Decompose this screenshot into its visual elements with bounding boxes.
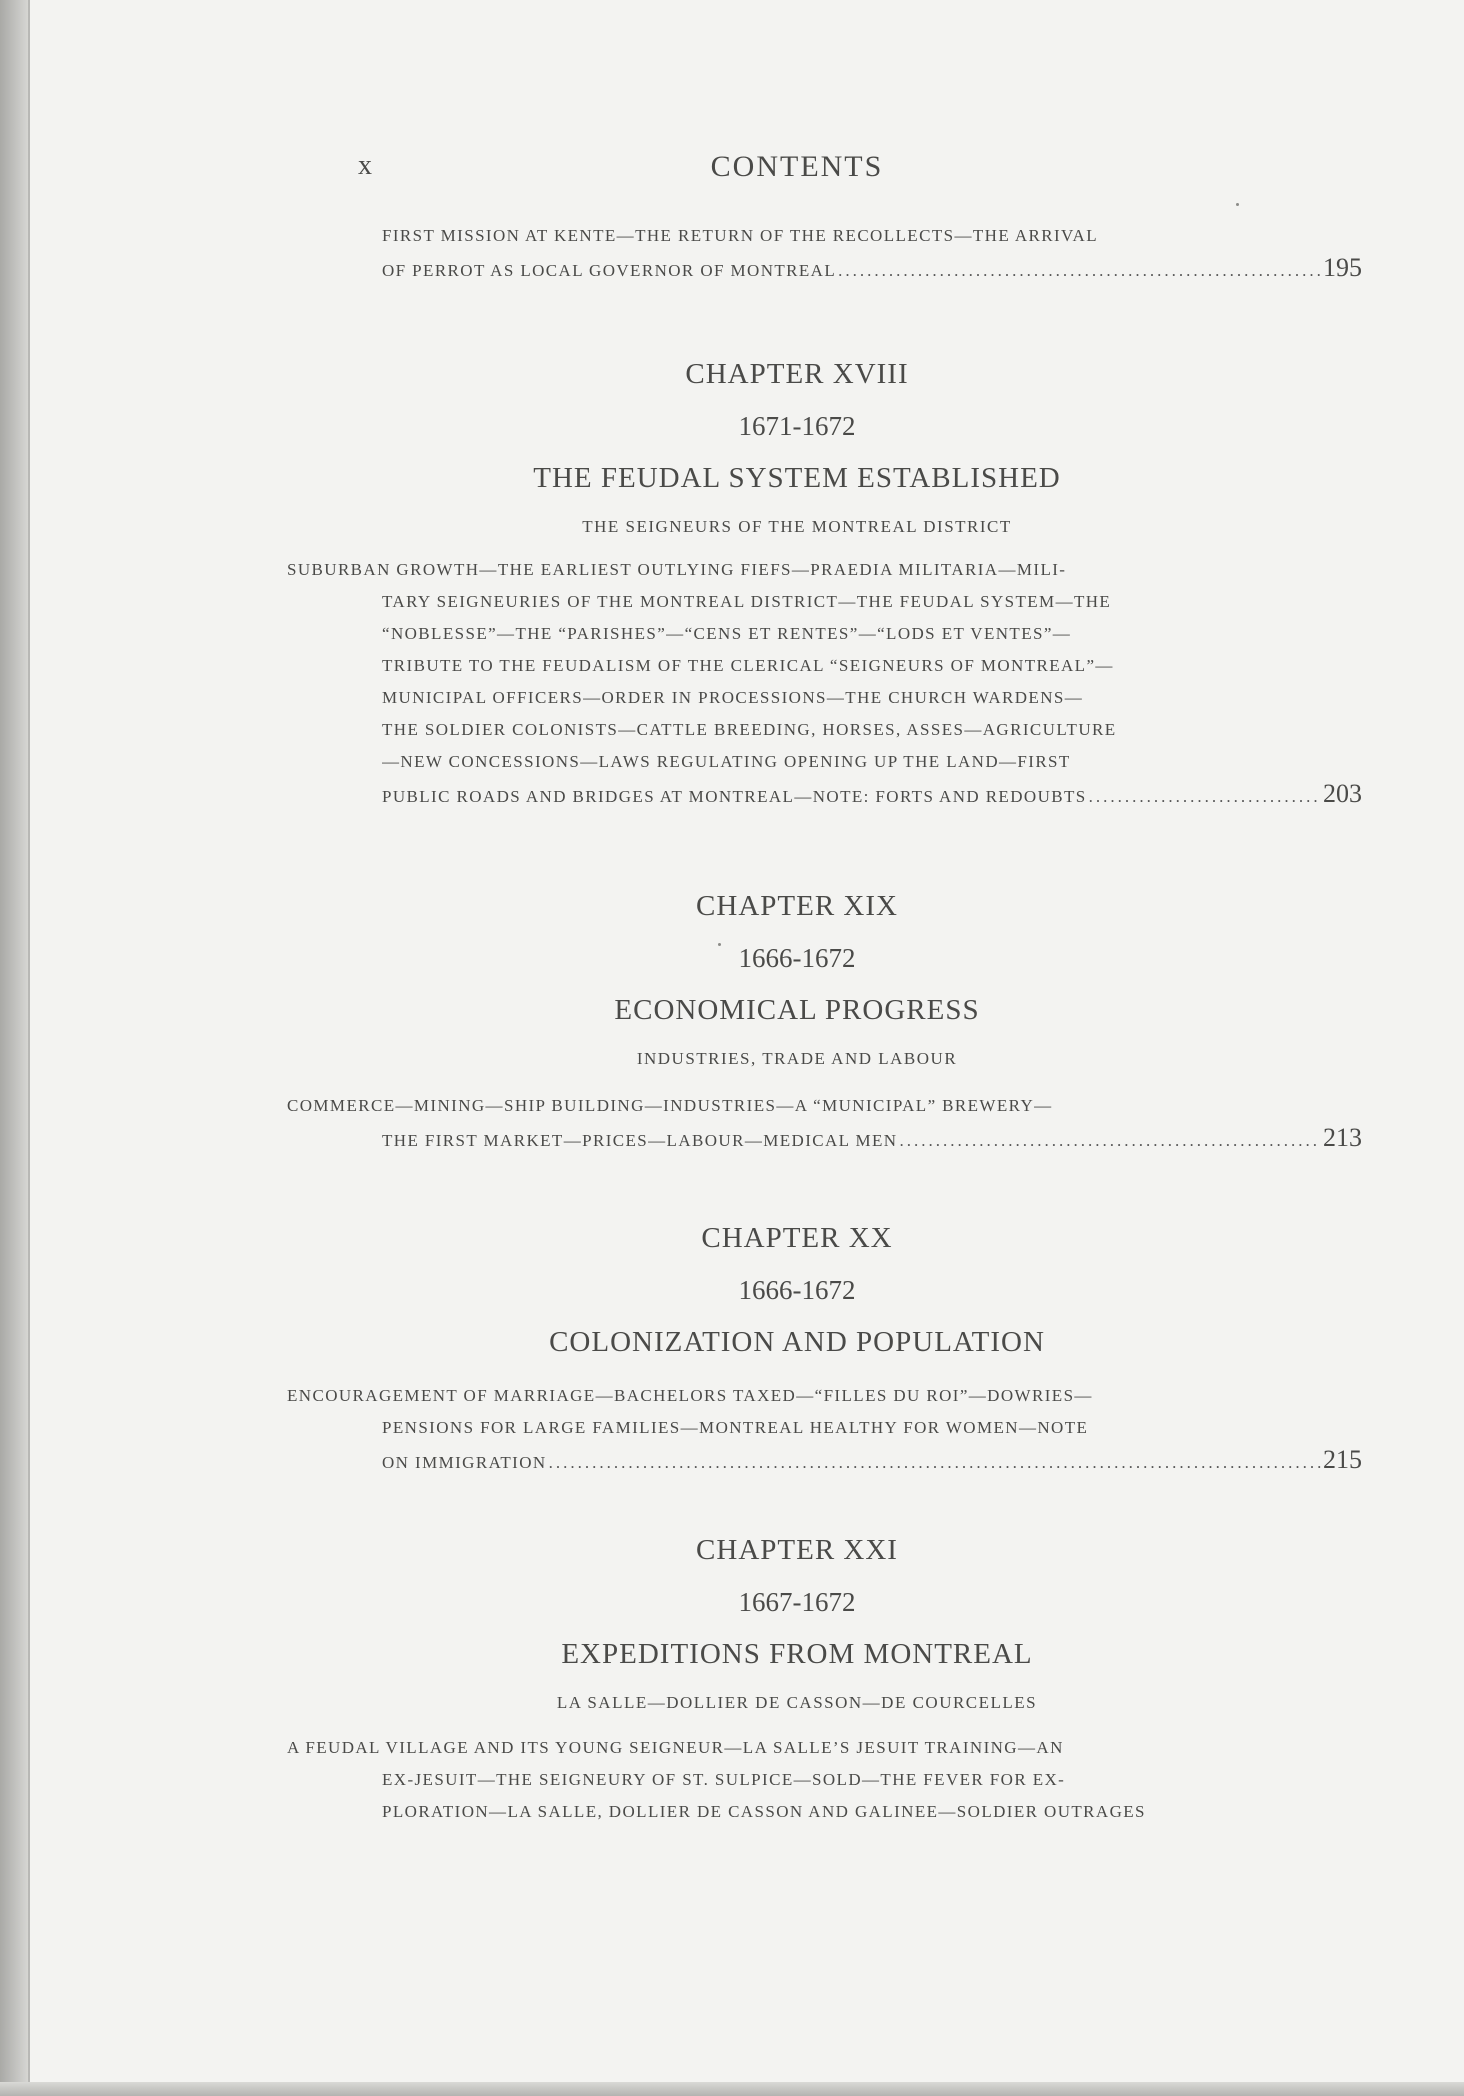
chapter-number: CHAPTER XX: [701, 1222, 893, 1254]
print-speck: [718, 943, 721, 946]
chapter-years: 1666-1672: [738, 1275, 856, 1305]
page-bottom-shadow: [0, 2082, 1464, 2096]
running-head: [0, 150, 1464, 190]
chapter-number: CHAPTER XIX: [696, 890, 898, 922]
chapter-summary: [287, 1732, 1362, 1828]
chapter-title: THE FEUDAL SYSTEM ESTABLISHED: [533, 462, 1061, 494]
page-number: 195: [1323, 253, 1362, 282]
chapter-years: 1671-1672: [738, 411, 856, 441]
chapter-years: 1666-1672: [738, 943, 856, 973]
chapter-title: COLONIZATION AND POPULATION: [549, 1326, 1045, 1358]
continued-summary: [382, 220, 1362, 284]
chapter-subtitle: THE SEIGNEURS OF THE MONTREAL DISTRICT: [582, 517, 1012, 536]
print-speck: [1236, 203, 1239, 206]
summary-line: PLORATION—LA SALLE, DOLLIER DE CASSON AND GALINEE—SOLDIER OUTRAGES: [382, 1802, 1146, 1821]
dot-leader: [549, 1447, 1321, 1476]
running-title: CONTENTS: [710, 150, 884, 183]
page-number: 215: [1323, 1445, 1362, 1474]
summary-line: TRIBUTE TO THE FEUDALISM OF THE CLERICAL “SEIGNEURS OF MONTREAL”—: [382, 656, 1114, 675]
summary-line: —NEW CONCESSIONS—LAWS REGULATING OPENING UP THE LAND—FIRST: [382, 752, 1071, 771]
page-folio: x: [358, 150, 374, 181]
summary-line: PENSIONS FOR LARGE FAMILIES—MONTREAL HEALTHY FOR WOMEN—NOTE: [382, 1418, 1089, 1437]
summary-line-with-page: [382, 252, 1362, 284]
summary-line-with-page: [382, 778, 1362, 810]
page-number: 213: [1323, 1123, 1362, 1152]
summary-line: SUBURBAN GROWTH—THE EARLIEST OUTLYING FIEFS—PRAEDIA MILITARIA—MILI-: [287, 560, 1067, 579]
summary-line: PUBLIC ROADS AND BRIDGES AT MONTREAL—NOTE: FORTS AND REDOUBTS: [382, 787, 1087, 806]
summary-line: THE FIRST MARKET—PRICES—LABOUR—MEDICAL MEN: [382, 1131, 898, 1150]
chapter-number: CHAPTER XXI: [696, 1534, 898, 1566]
summary-line-with-page: [382, 1444, 1362, 1476]
chapter-title: ECONOMICAL PROGRESS: [614, 994, 980, 1026]
summary-line: ENCOURAGEMENT OF MARRIAGE—BACHELORS TAXED—“FILLES DU ROI”—DOWRIES—: [287, 1386, 1093, 1405]
summary-line: COMMERCE—MINING—SHIP BUILDING—INDUSTRIES—A “MUNICIPAL” BREWERY—: [287, 1096, 1053, 1115]
summary-line: OF PERROT AS LOCAL GOVERNOR OF MONTREAL: [382, 261, 837, 280]
summary-line: “NOBLESSE”—THE “PARISHES”—“CENS ET RENTES”—“LODS ET VENTES”—: [382, 624, 1072, 643]
summary-line: ON IMMIGRATION: [382, 1453, 547, 1472]
chapter-summary: [287, 1090, 1362, 1154]
page-number: 203: [1323, 779, 1362, 808]
dot-leader: [899, 1125, 1321, 1154]
summary-line: EX-JESUIT—THE SEIGNEURY OF ST. SULPICE—SOLD—THE FEVER FOR EX-: [382, 1770, 1066, 1789]
chapter-summary: [287, 554, 1362, 810]
dot-leader: [1089, 781, 1321, 810]
summary-line: FIRST MISSION AT KENTE—THE RETURN OF THE RECOLLECTS—THE ARRIVAL: [382, 226, 1098, 245]
dot-leader: [838, 255, 1321, 284]
summary-line: A FEUDAL VILLAGE AND ITS YOUNG SEIGNEUR—LA SALLE’S JESUIT TRAINING—AN: [287, 1738, 1064, 1757]
summary-line: MUNICIPAL OFFICERS—ORDER IN PROCESSIONS—THE CHURCH WARDENS—: [382, 688, 1084, 707]
chapter-heading: [0, 1218, 1464, 1362]
chapter-heading: [0, 1530, 1464, 1718]
chapter-title: EXPEDITIONS FROM MONTREAL: [561, 1638, 1033, 1670]
chapter-heading: [0, 886, 1464, 1074]
chapter-number: CHAPTER XVIII: [685, 358, 909, 390]
chapter-summary: [287, 1380, 1362, 1476]
chapter-subtitle: INDUSTRIES, TRADE AND LABOUR: [636, 1049, 958, 1068]
summary-line-with-page: [382, 1122, 1362, 1154]
chapter-years: 1667-1672: [738, 1587, 856, 1617]
summary-line: THE SOLDIER COLONISTS—CATTLE BREEDING, HORSES, ASSES—AGRICULTURE: [382, 720, 1117, 739]
chapter-subtitle: LA SALLE—DOLLIER DE CASSON—DE COURCELLES: [556, 1693, 1038, 1712]
summary-line: TARY SEIGNEURIES OF THE MONTREAL DISTRICT—THE FEUDAL SYSTEM—THE: [382, 592, 1112, 611]
chapter-heading: [0, 354, 1464, 542]
